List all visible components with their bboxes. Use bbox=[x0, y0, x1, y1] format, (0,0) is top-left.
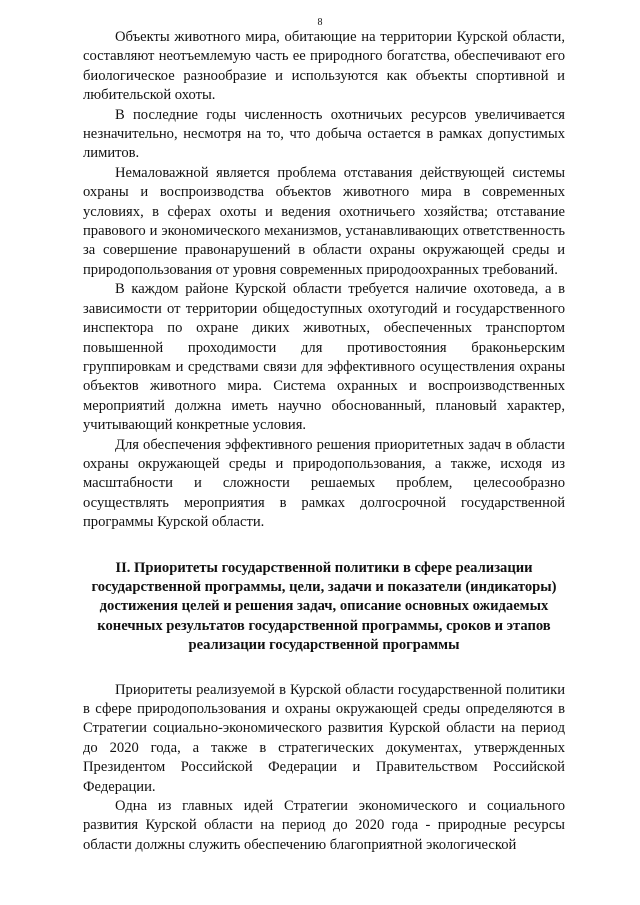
page-number: 8 bbox=[317, 17, 323, 28]
document-body bbox=[83, 28, 565, 855]
paragraph-policy-priorities: Приоритеты реализуемой в Курской области государственной политики в сфере природопользования и охраны окружающей среды определяются в Стратегии социально-экономического развития Курской области на период до 2020 года, а также в стратегических документах, утвержденных Президентом Российской Федерации и Правительством Российской Федерации. bbox=[83, 681, 565, 795]
paragraph-strategy-idea: Одна из главных идей Стратегии экономического и социального развития Курской области на период до 2020 года - природные ресурсы области должны служить обеспечению благоприятной экологической bbox=[83, 798, 565, 853]
paragraph-wildlife-objects: Объекты животного мира, обитающие на территории Курской области, составляют неотъемлемую часть ее природного богатства, обеспечивают его биологическое разнообразие и используются как объекты спортивной и любительской охоты. bbox=[83, 29, 565, 104]
paragraph-protection-system-lag: Немаловажной является проблема отставания действующей системы охраны и воспроизводства объектов животного мира в современных условиях, в сферах охоты и ведения охотничьего хозяйства; отставание правового и экономического механизмов, устанавливающих ответственность за совершение правонарушений в области охраны окружающей среды и природопользования от уровня современных природоохранных требований. bbox=[83, 164, 565, 278]
paragraph-hunting-resources: В последние годы численность охотничьих ресурсов увеличивается незначительно, несмотря на то, что добыча остается в рамках допустимых лимитов. bbox=[83, 106, 565, 162]
paragraph-district-inspectors: В каждом районе Курской области требуется наличие охотоведа, а в зависимости от территории общедоступных охотугодий и государственного инспектора по охране диких животных, обеспеченных транспортом повышенной проходимости для противостояния браконьерским группировкам и средствами связи для эффективного осуществления охраны объектов животного мира. Система охранных и воспроизводственных мероприятий должна иметь научно обоснованный, плановый характер, учитывающий конкретные условия. bbox=[83, 281, 565, 434]
section-heading: II. Приоритеты государственной политики в сфере реализации государственной программы, цели, задачи и показатели (индикаторы) достижения целей и решения задач, описание основных ожидаемых конечных результатов государственной программы, сроков и этапов реализации государственной программы bbox=[91, 559, 557, 654]
paragraph-program-rationale: Для обеспечения эффективного решения приоритетных задач в области охраны окружающей среды и природопользования, а также, исходя из масштабности и сложности решаемых проблем, целесообразно осуществлять мероприятия в рамках долгосрочной государственной программы Курской области. bbox=[83, 436, 565, 531]
